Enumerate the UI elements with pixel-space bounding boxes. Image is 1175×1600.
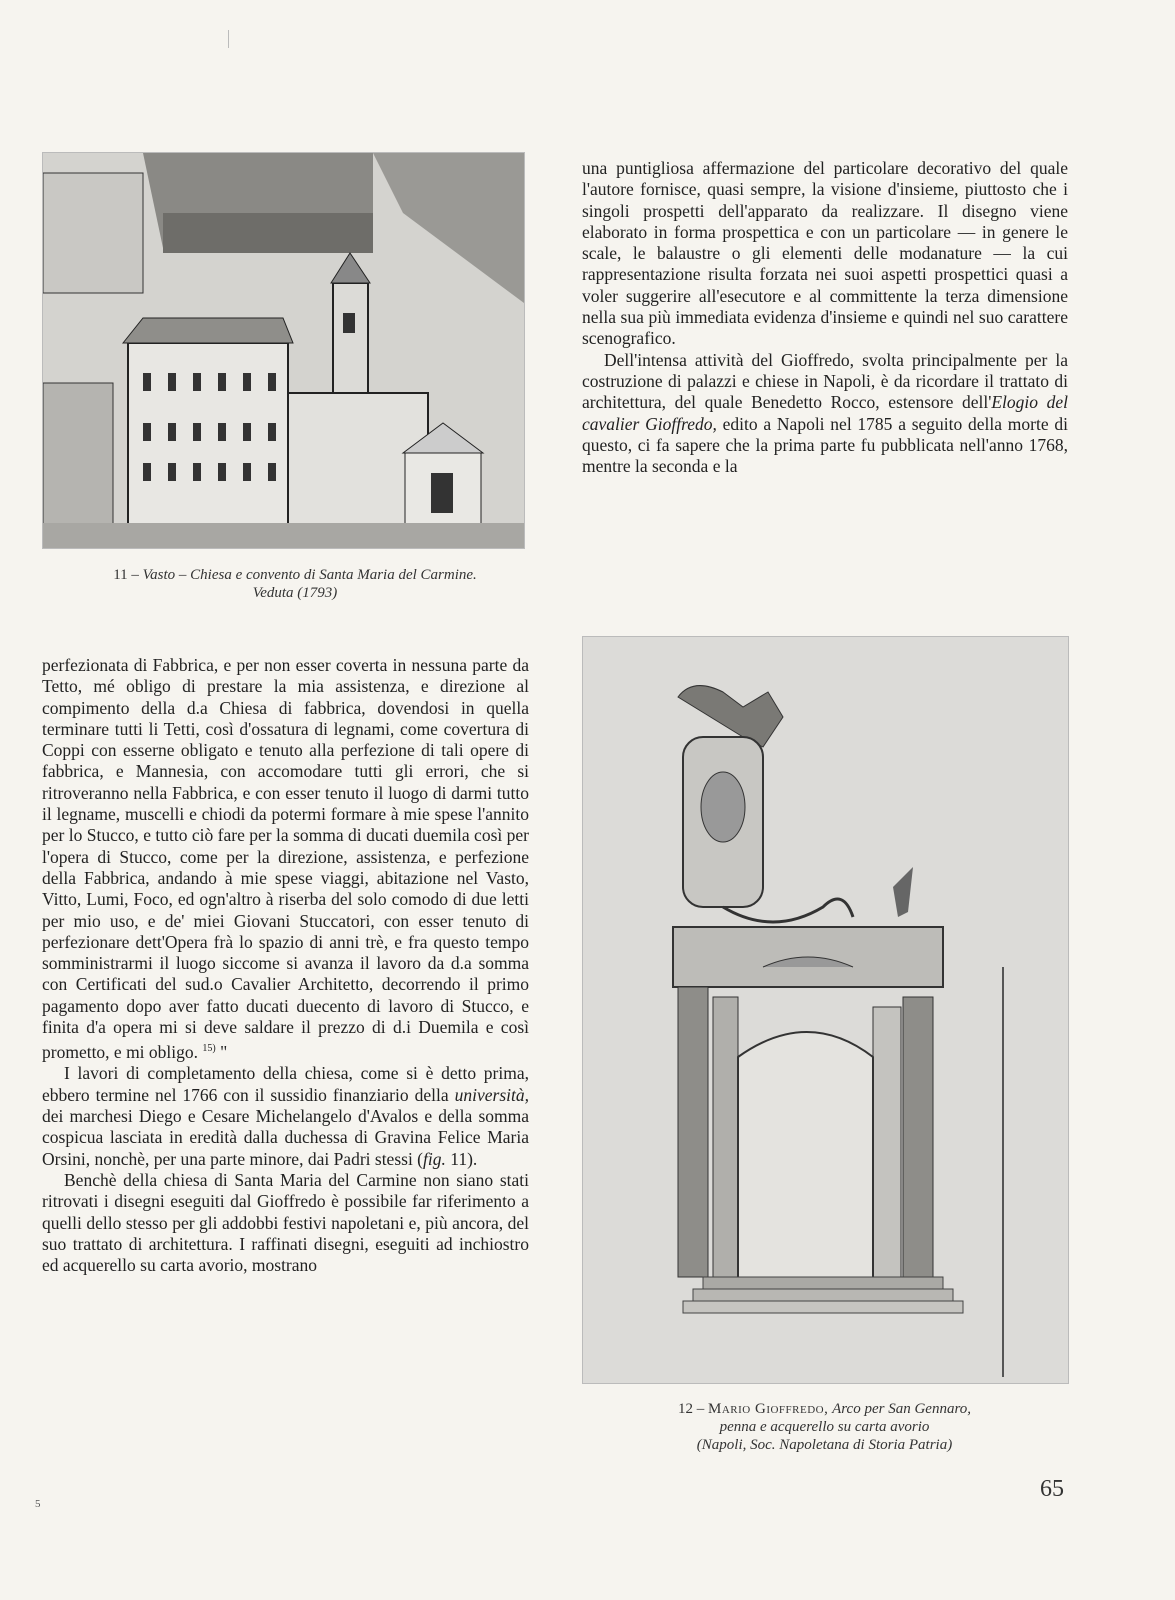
caption-medium: penna e acquerello su carta avorio bbox=[719, 1419, 930, 1435]
caption-year: (1793) bbox=[297, 585, 338, 601]
scan-mark bbox=[228, 30, 231, 48]
caption-number: 12 – bbox=[678, 1401, 705, 1417]
page-number: 65 bbox=[1040, 1476, 1064, 1502]
figure-11-image bbox=[42, 152, 525, 549]
text-run: perfezionata di Fabbrica, e per non esser coverta in nessuna parte da Tetto, mé obligo di prestare la mia assistenza, e direzione al compimento della d.a Chiesa di fabbrica, dovendosi in quella terminare tutti li Tetti, così d'ossatura di legnami, come covertura di Coppi con esserne obligato e tenuto alla perfezione di tali opere di fabbrica, e Mannesia, con accomodare tutti gli errori, che si ritroveranno nella Fabbrica, e con esser tenuto il luogo di darmi tutto il legname, muscelli e chiodi da potermi formare à mie spese l'annito per lo Stucco, e tutto ciò fare per la somma di ducati duemila così per l'opera di Stucco, come per la direzione, assistenza, e perfezione della Fabbrica, andando à mie spese viaggi, abitazione nel Vasto, Vitto, Lumi, Foco, ed ogn'altro à riserba del solo comodo di due letti per mio uso, e de' miei Giovani Stuccatori, con esser tenuto di perfezionare dett'Opera frà lo spazio di anni trè, e fra questo tempo somministrarmi il luogo siccome si avanza il lavoro da d.a somma con Certificati del sud.o Cavalier Architetto, decorrendo il primo pagamento dopo aver fatto ducati duecento di lavoro di Stucco, e finita d'a opera mi si deve saldare il prezzo di d.i Duemila e così prometto, e mi obligo. bbox=[42, 655, 529, 1063]
right-text-column bbox=[582, 158, 1068, 477]
text-run: I lavori di completamento della chiesa, come si è detto prima, ebbero termine nel 1766 con il sussidio finanziario della bbox=[42, 1063, 529, 1105]
figure-ref: fig. bbox=[423, 1148, 446, 1169]
paragraph: Benchè della chiesa di Santa Maria del Carmine non siano stati ritrovati i disegni eseguiti dal Gioffredo è possibile far riferimento a quelli dello stesso per gli addobbi festivi napoletani e, più ancora, del suo trattato di architettura. I raffinati disegni, eseguiti ad inchiostro ed acquerello su carta avorio, mostrano bbox=[42, 1169, 529, 1276]
text-run: 11). bbox=[445, 1148, 478, 1169]
italic-word: università, bbox=[454, 1084, 529, 1105]
caption-author: Mario Gioffredo, bbox=[708, 1401, 829, 1417]
text-run: Dell'intensa attività del Gioffredo, svolta principalmente per la costruzione di palazzi e chiese in Napoli, è da ricordare il trattato di architettura, del quale Benedetto Rocco, estensore dell' bbox=[582, 349, 1068, 413]
paragraph bbox=[42, 655, 529, 1063]
caption-view: Veduta bbox=[252, 585, 294, 601]
paragraph bbox=[582, 350, 1068, 478]
caption-number: 11 – bbox=[113, 567, 139, 583]
footnote-ref: 15) bbox=[202, 1043, 216, 1055]
italic-title: Elogio del cavalier Gioffredo, bbox=[582, 392, 1068, 434]
left-text-column bbox=[42, 655, 529, 1276]
caption-place: Vasto – bbox=[142, 567, 187, 583]
paragraph bbox=[42, 1063, 529, 1169]
figure-12-image bbox=[582, 636, 1069, 1384]
text-run: dei marchesi Diego e Cesare Michelangelo d'Avalos e della somma cospicua lasciata in eredità dalla duchessa di Gravina Felice Maria Orsini, nonchè, per una parte minore, dai Padri stessi ( bbox=[42, 1106, 529, 1169]
margin-mark: 5 bbox=[35, 1498, 41, 1510]
figure-12-caption bbox=[582, 1400, 1067, 1454]
caption-location: (Napoli, Soc. Napoletana di Storia Patria) bbox=[696, 1437, 953, 1453]
paragraph: una puntigliosa affermazione del particolare decorativo del quale l'autore fornisce, quasi sempre, la visione d'insieme, piuttosto che i singoli prospetti dell'apparato da realizzare. Il disegno viene elaborato in forma prospettica e con un particolare — in genere le scale, le balaustre o gli elementi delle modanature — la cui rappresentazione risulta forzata nei suoi aspetti prospettici quasi a voler suggerire all'esecutore e al committente la terza dimensione nella sua più immediata evidenza d'insieme e quindi nel suo carattere scenografico. bbox=[582, 158, 1068, 349]
text-run: edito a Napoli nel 1785 a seguito della morte di questo, ci fa sapere che la prima parte fu pubblicata nell'anno 1768, mentre la seconda e la bbox=[582, 413, 1068, 477]
figure-11-caption bbox=[60, 566, 530, 602]
caption-title: Chiesa e convento di Santa Maria del Carmine. bbox=[190, 567, 477, 583]
caption-title: Arco per San Gennaro, bbox=[832, 1401, 971, 1417]
text-run: " bbox=[215, 1042, 228, 1063]
